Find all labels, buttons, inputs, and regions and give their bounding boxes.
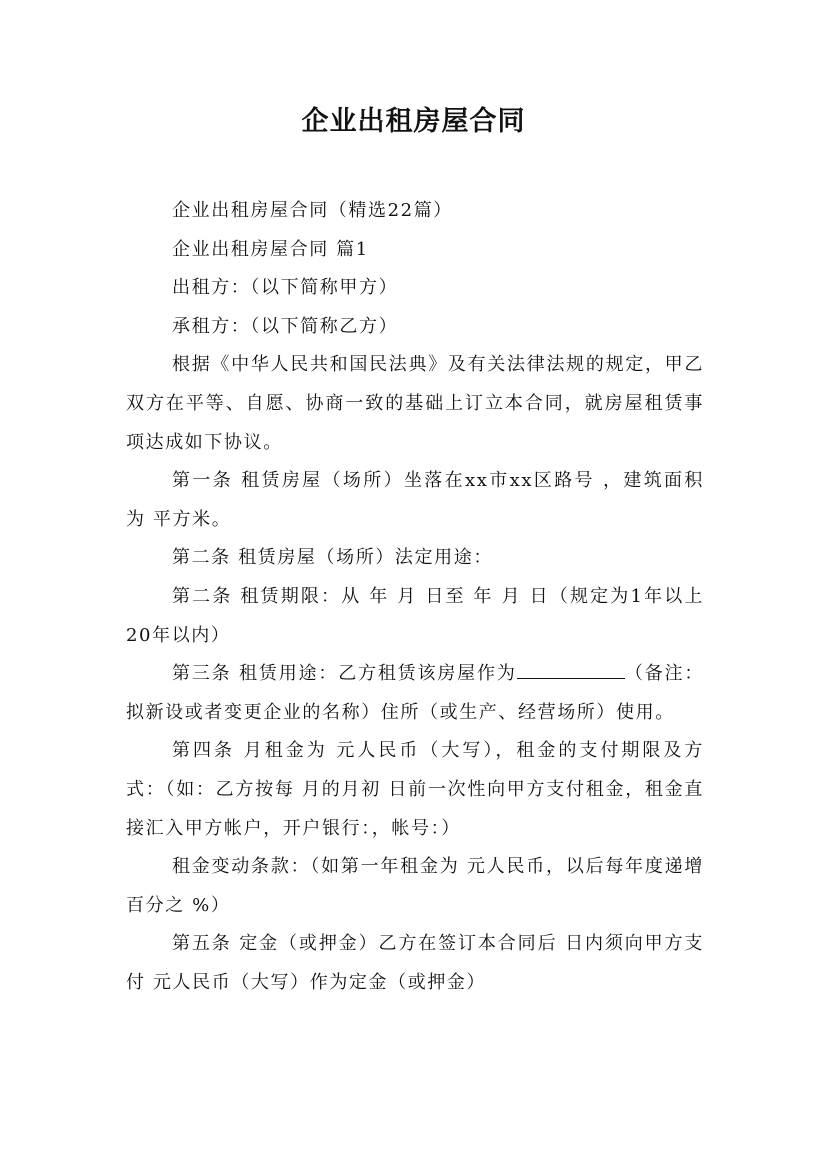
paragraph-article-4: 第四条 月租金为 元人民币（大写），租金的支付期限及方式：（如：乙方按每 月的月初 日前一次性向甲方支付租金，租金直接汇入甲方帐户，开户银行：，帐号：）: [126, 740, 704, 839]
article-3-note: （备注：拟新设或者变更企业的名称）住所（或生产、经营场所）使用。: [126, 663, 704, 723]
paragraph-article-5: 第五条 定金（或押金）乙方在签订本合同后 日内须向甲方支付 元人民币（大写）作为定金（或押金）: [126, 933, 704, 993]
document-body: [126, 192, 704, 1002]
paragraph-article-2-term: 第二条 租赁期限：从 年 月 日至 年 月 日（规定为1年以上20年以内）: [126, 585, 704, 646]
paragraph-article-3: [126, 655, 704, 732]
paragraph-article-2-use: 第二条 租赁房屋（场所）法定用途：: [172, 547, 493, 569]
paragraph-lessor: 出租方：（以下简称甲方）: [172, 277, 399, 299]
paragraph-heading: 企业出租房屋合同（精选22篇）: [172, 200, 453, 221]
fill-in-blank-line: [517, 660, 625, 679]
document-title: 企业出租房屋合同: [301, 106, 526, 137]
paragraph-preamble: 根据《中华人民共和国民法典》及有关法律法规的规定，甲乙双方在平等、自愿、协商一致的基础上订立本合同，就房屋租赁事项达成如下协议。: [126, 354, 704, 453]
paragraph-section-title: 企业出租房屋合同 篇1: [172, 238, 369, 260]
paragraph-article-1: 第一条 租赁房屋（场所）坐落在xx市xx区路号 ，建筑面积为 平方米。: [126, 470, 704, 530]
paragraph-rent-change: 租金变动条款：（如第一年租金为 元人民币，以后每年度递增百分之 %）: [126, 856, 704, 916]
paragraph-lessee: 承租方：（以下简称乙方）: [172, 315, 399, 337]
article-3-text: 第三条 租赁用途：乙方租赁该房屋作为: [172, 663, 517, 685]
